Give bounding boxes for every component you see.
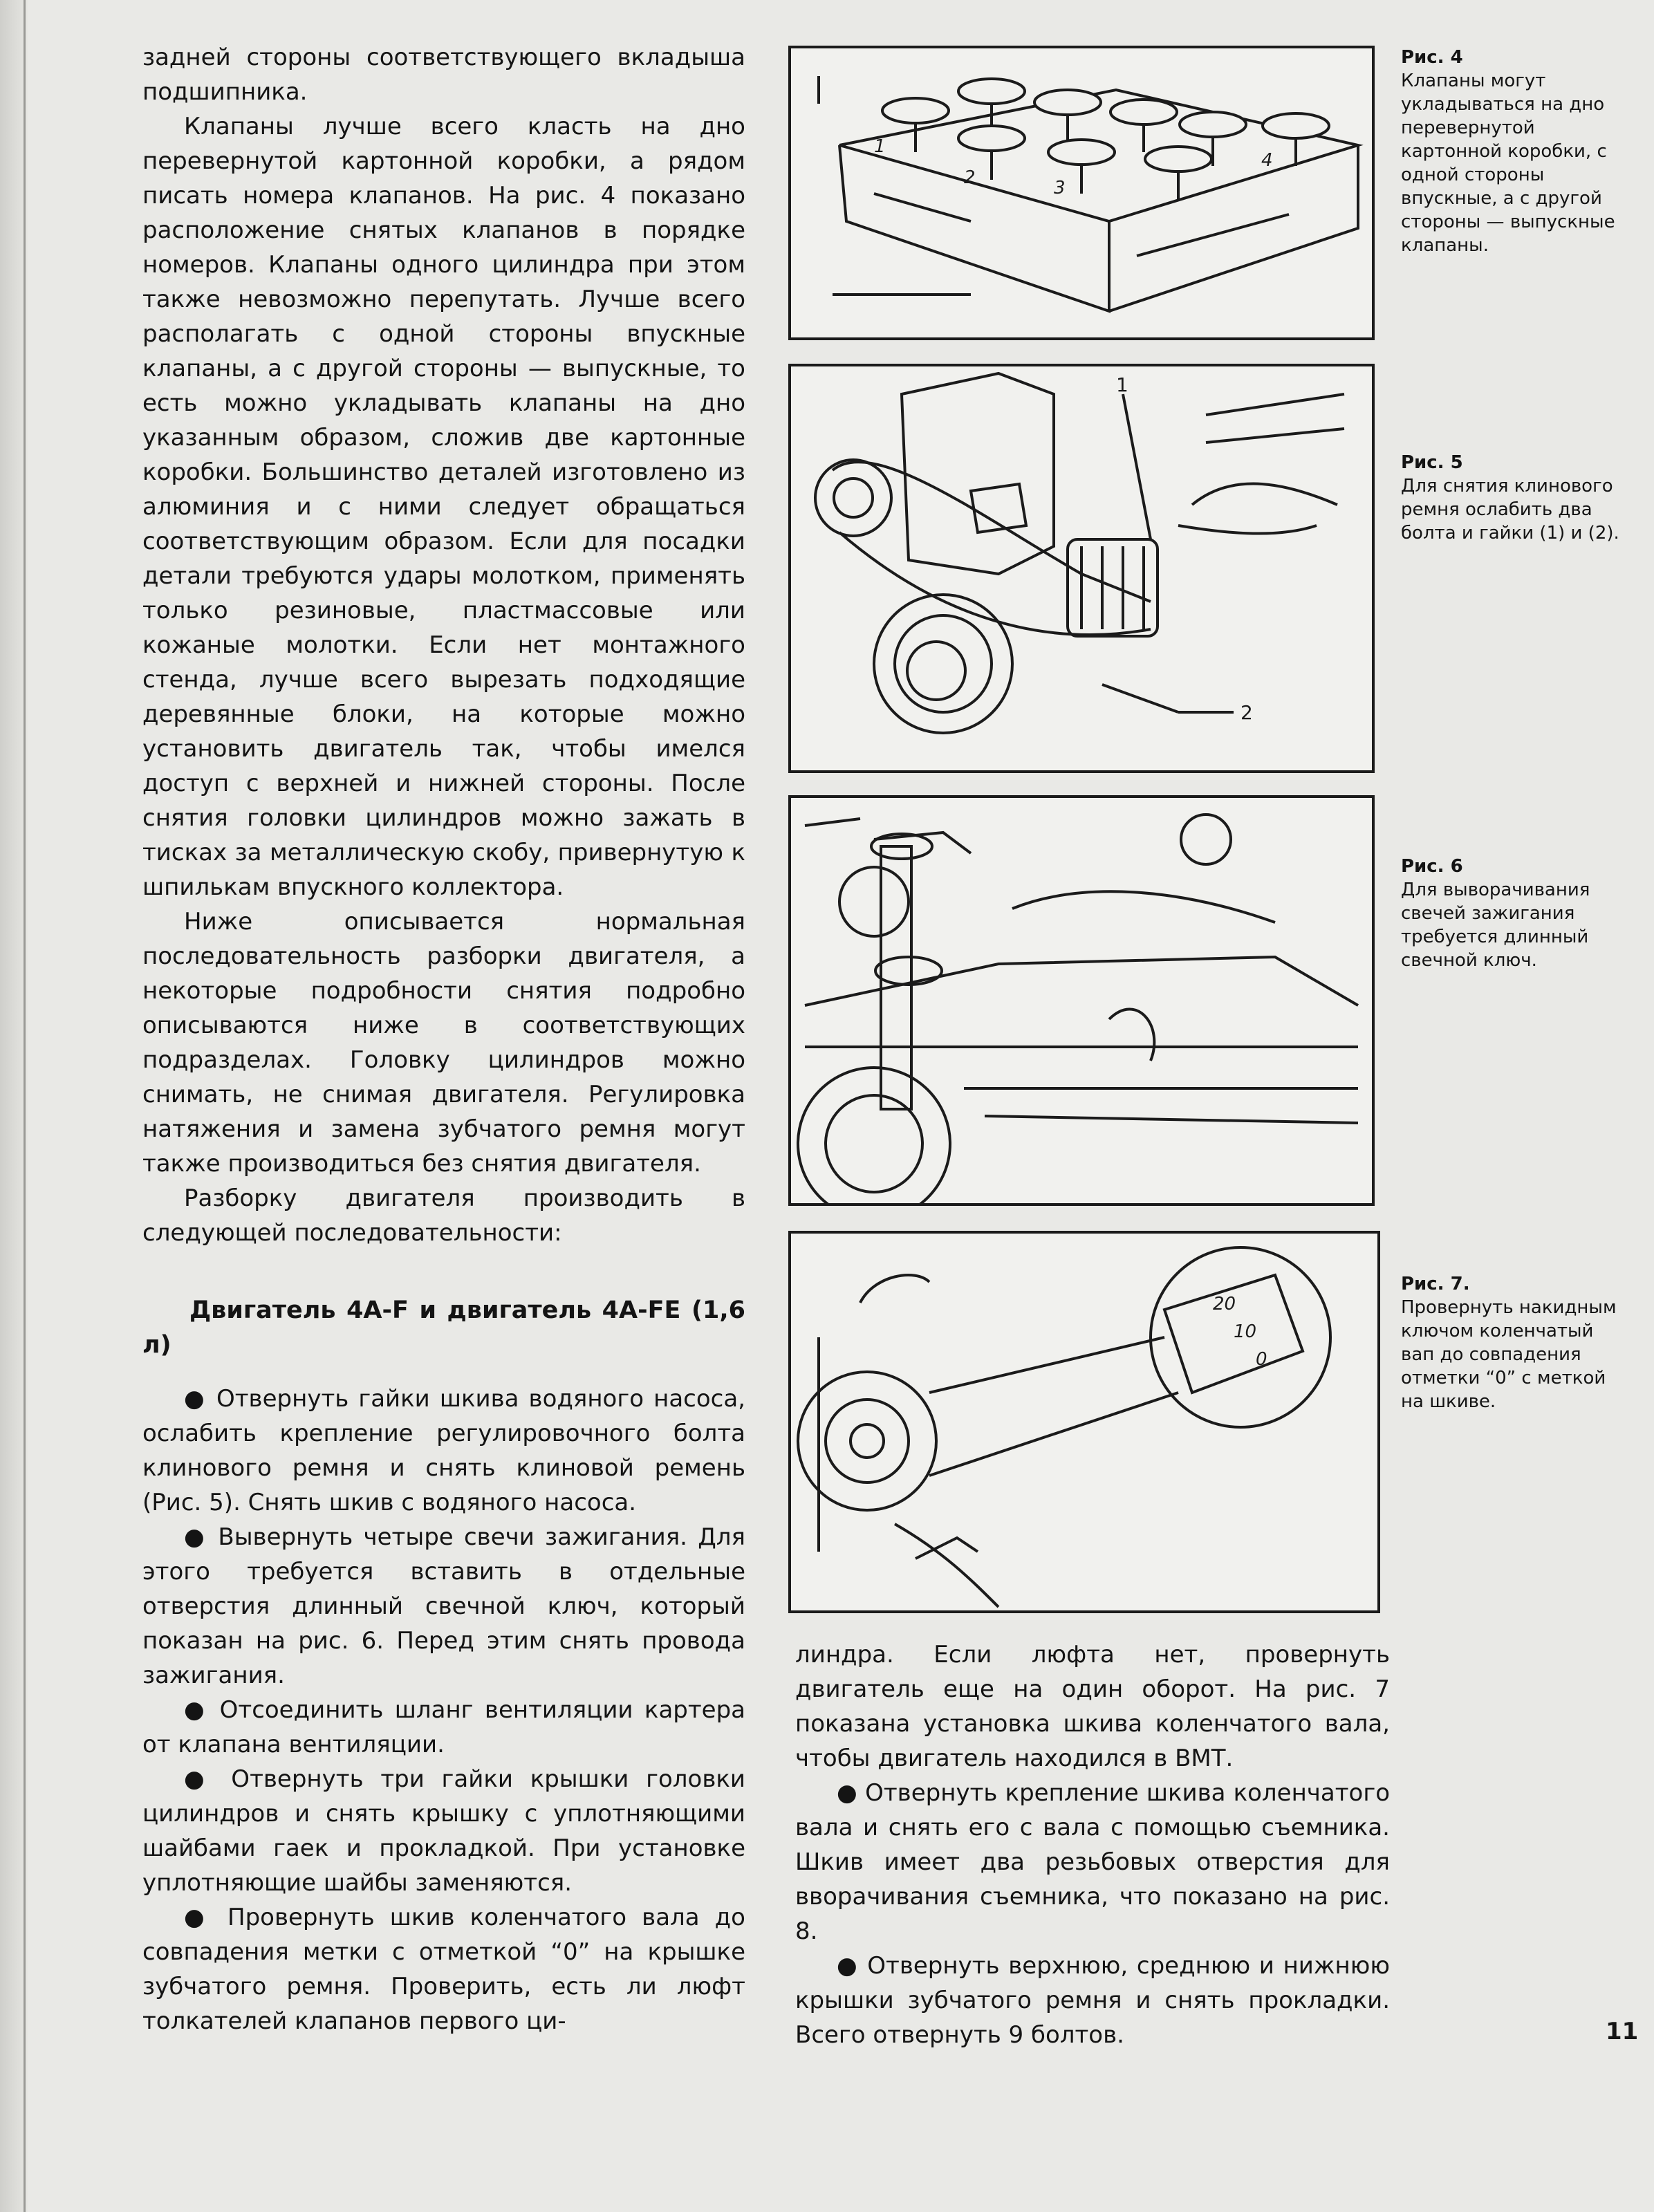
fig7-scale-20: 20: [1213, 1294, 1236, 1314]
page-number: 11: [1606, 2018, 1639, 2045]
fig4-label-4: 4: [1261, 150, 1273, 171]
caption-text: Для снятия клинового ремня ослабить два болта и гайки (1) и (2).: [1401, 476, 1619, 543]
figure-title: Рис. 7.: [1401, 1274, 1470, 1294]
figure-7-crankshaft-timing: [788, 1231, 1380, 1613]
figure-6-spark-plug-wrench: [788, 795, 1375, 1206]
middle-text-column: [795, 1637, 1390, 2052]
figure-title: Рис. 5: [1401, 452, 1463, 473]
bullet-paragraph: ● Отвернуть три гайки крышки головки цилиндров и снять крышку с уплотняющими шайбами гаек и прокладкой. При установке уплотняющие шайбы заменяются.: [142, 1765, 745, 1897]
fig7-scale-0: 0: [1256, 1349, 1267, 1370]
figure-4-valves-box: [788, 46, 1375, 340]
caption-text: Клапаны могут укладываться на дно перевернутой картонной коробки, с одной стороны впускные, а с другой стороны — выпускные клапаны.: [1401, 71, 1615, 256]
spark-plug-drawing: [791, 798, 1372, 1203]
bullet-paragraph: ● Отвернуть верхнюю, среднюю и нижнюю крышки зубчатого ремня и снять прокладки. Всего отвернуть 9 болтов.: [795, 1952, 1390, 2049]
fig5-label-2: 2: [1240, 701, 1253, 724]
fig4-label-1: 1: [874, 136, 886, 157]
figure-title: Рис. 6: [1401, 856, 1463, 877]
figure-5-belt-removal: [788, 364, 1375, 773]
left-text-column: [142, 40, 745, 2038]
paragraph: Разборку двигателя производить в следующей последовательности:: [142, 1184, 745, 1247]
bullet-paragraph: ● Отвернуть гайки шкива водяного насоса, ослабить крепление регулировочного болта клинового ремня и снять клиновой ремень (Рис. 5). Снять шкив с водяного насоса.: [142, 1385, 745, 1516]
crankshaft-drawing: [791, 1234, 1377, 1610]
fig4-label-3: 3: [1054, 178, 1066, 198]
bullet-paragraph: ● Отвернуть крепление шкива коленчатого вала и снять его с вала с помощью съемника. Шкив имеет два резьбовых отверстия для вворачивания съемника, что показано на рис. 8.: [795, 1779, 1390, 1945]
figure-5-caption: [1401, 451, 1621, 545]
figure-7-caption: [1401, 1272, 1621, 1413]
bullet-paragraph: ● Отсоединить шланг вентиляции картера от клапана вентиляции.: [142, 1696, 745, 1758]
paragraph: Клапаны лучше всего класть на дно перевернутой картонной коробки, а рядом писать номера клапанов. На рис. 4 показано расположение снятых клапанов в порядке номеров. Клапаны одного цилиндра при этом также невозможно перепутать. Лучше всего располагать с одной стороны впускные клапаны, а с другой стороны — выпускные, то есть можно укладывать клапаны на дно указанным образом, сложив две картонные коробки. Большинство деталей изготовлено из алюминия и с ними следует обращаться соответствующим образом. Если для посадки детали требуются удары молотком, применять только резиновые, пластмассовые или кожаные молотки. Если нет монтажного стенда, лучше всего вырезать подходящие деревянные блоки, на которые можно установить двигатель так, чтобы имелся доступ с верхней и нижней стороны. После снятия головки цилиндров можно зажать в тисках за металлическую скобу, привернутую к шпилькам впускного коллектора.: [142, 113, 745, 901]
figure-4-caption: [1401, 46, 1621, 257]
paragraph: Ниже описывается нормальная последовательность разборки двигателя, а некоторые подробности снятия подробно описываются ниже в соответствующих подразделах. Головку цилиндров можно снимать, не снимая двигателя. Регулировка натяжения и замена зубчатого ремня могут также производиться без снятия двигателя.: [142, 908, 745, 1178]
caption-text: Для выворачивания свечей зажигания требуется длинный свечной ключ.: [1401, 880, 1590, 971]
paragraph: задней стороны соответствующего вкладыша подшипника.: [142, 44, 745, 106]
paragraph: линдра. Если люфта нет, провернуть двигатель еще на один оборот. На рис. 7 показана установка шкива коленчатого вала, чтобы двигатель находился в ВМТ.: [795, 1641, 1390, 1772]
figure-title: Рис. 4: [1401, 47, 1463, 68]
fig5-label-1: 1: [1116, 373, 1128, 396]
valves-box-drawing: [791, 48, 1372, 337]
bullet-paragraph: ● Вывернуть четыре свечи зажигания. Для этого требуется вставить в отдельные отверстия длинный свечной ключ, который показан на рис. 6. Перед этим снять провода зажигания.: [142, 1523, 745, 1689]
page-fold-line: [24, 0, 26, 2212]
engine-belt-drawing: [791, 366, 1372, 770]
fig7-scale-10: 10: [1234, 1321, 1257, 1342]
caption-text: Провернуть накидным ключом коленчатый вап до совпадения отметки “0” с меткой на шкиве.: [1401, 1297, 1617, 1412]
section-heading: Двигатель 4A-F и двигатель 4A-FE (1,6 л): [142, 1296, 745, 1359]
fig4-label-2: 2: [964, 167, 976, 188]
bullet-paragraph: ● Провернуть шкив коленчатого вала до совпадения метки с отметкой “0” на крышке зубчатого ремня. Проверить, есть ли люфт толкателей клапанов первого ци-: [142, 1904, 745, 2035]
figure-6-caption: [1401, 855, 1621, 972]
